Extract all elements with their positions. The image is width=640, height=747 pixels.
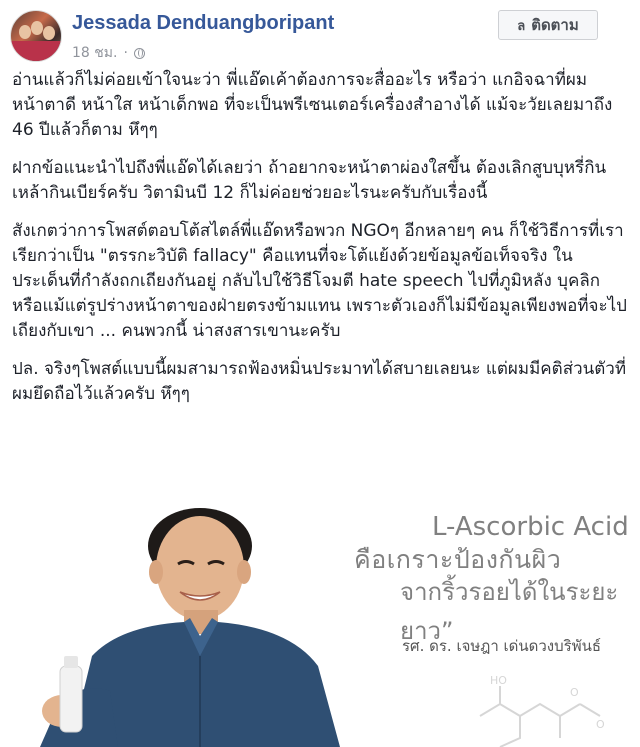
post-body — [12, 68, 630, 420]
svg-text:O: O — [596, 718, 605, 731]
svg-text:HO: HO — [490, 676, 507, 687]
follow-button[interactable] — [498, 10, 598, 40]
svg-text:O: O — [570, 686, 579, 699]
author-name[interactable]: Jessada Denduangboripant — [72, 12, 335, 34]
post-image[interactable] — [0, 506, 640, 747]
post-header — [0, 0, 640, 62]
caption-line-1: คือเกราะป้องกันผิว — [354, 545, 562, 574]
post-paragraph: ฝากข้อแนะนำไปถึงพี่แอ๊ดได้เลยว่า ถ้าอยากจะหน้าตาผ่องใสขึ้น ต้องเลิกสูบบุหรี่กินเหล้ากินเบียร์ครับ วิตามินบี 12 ก็ไม่ค่อยช่วยอะไรนะครับกับเรื่องนี้ — [12, 158, 607, 203]
globe-icon[interactable] — [134, 48, 145, 59]
presenter-photo — [0, 506, 340, 747]
molecule-graphic — [420, 676, 620, 747]
post-paragraph: อ่านแล้วก็ไม่ค่อยเข้าใจนะว่า พี่แอ๊ดเค้าต้องการจะสื่ออะไร หรือว่า แกอิจฉาที่ผมหน้าตาดี หน้าใส หน้าเด็กพอ ที่จะเป็นพรีเซนเตอร์เครื่องสำอางได้ แม้จะวัยเลยมาถึง 46 ปีแล้วก็ตาม หึๆๆ — [12, 70, 613, 140]
caption-line-2: จากริ้วรอยได้ในระยะยาว” — [400, 578, 619, 645]
caption-title: L-Ascorbic Acid — [432, 512, 629, 542]
follow-label: ติดตาม — [531, 16, 579, 34]
post-timestamp[interactable]: 18 ชม. — [72, 45, 118, 61]
avatar[interactable] — [10, 10, 62, 62]
post-paragraph: ปล. จริงๆโพสต์แบบนี้ผมสามารถฟ้องหมิ่นประมาทได้สบายเลยนะ แต่ผมมีคติส่วนตัวที่ผมยึดถือไว้แล้วครับ หึๆๆ — [12, 359, 627, 404]
post-paragraph: สังเกตว่าการโพสต์ตอบโต้สไตล์พี่แอ๊ดหรือพวก NGOๆ อีกหลายๆ คน ก็ใช้วิธีการที่เราเรียกว่าเป็น "ตรรกะวิบัติ fallacy" คือแทนที่จะโต้แย้งด้วยข้อมูลข้อเท็จจริง ในประเด็นที่กำลังถกเถียงกันอยู่ กลับไปใช้วิธีโจมตี hate speech ไปที่ภูมิหลัง บุคลิก หรือแม้แต่รูปร่างหน้าตาของฝ่ายตรงข้ามแทน เพราะตัวเองก็ไม่มีข้อมูลเพียงพอที่จะไปเถียงกับเขา ... คนพวกนี้ น่าสงสารเขานะครับ — [12, 221, 627, 341]
caption-credit: รศ. ดร. เจษฎา เด่นดวงบริพันธ์ — [402, 637, 601, 655]
rss-icon: ล — [517, 18, 526, 34]
post-meta: 18 ชม. · — [72, 42, 145, 64]
